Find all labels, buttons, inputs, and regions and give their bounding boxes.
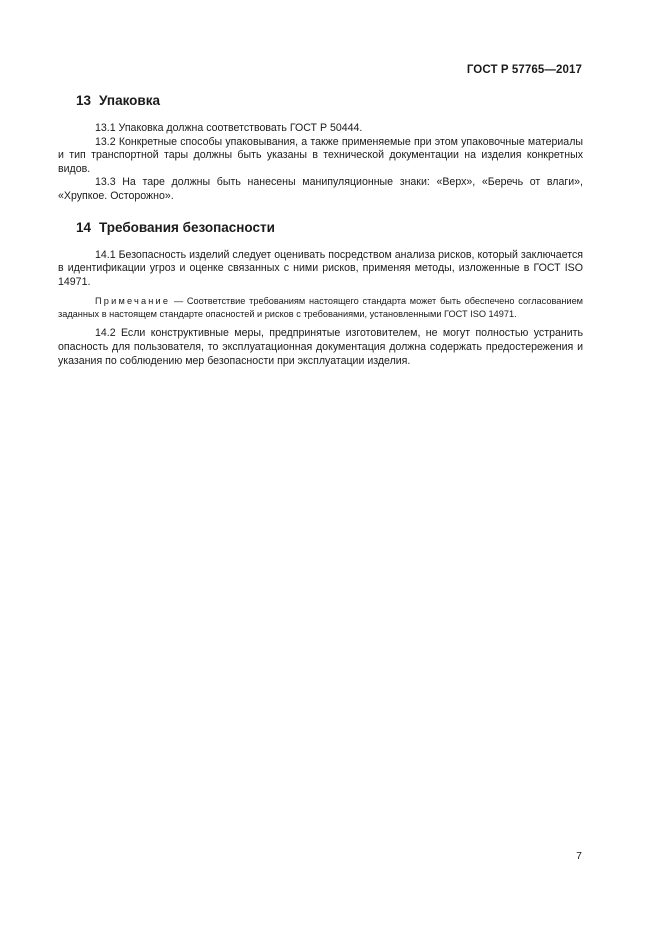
section-13-number: 13 xyxy=(76,93,92,108)
section-13-heading xyxy=(76,92,583,110)
section-13 xyxy=(58,92,583,204)
paragraph-13-1: 13.1 Упаковка должна соответствовать ГОСТ Р 50444. xyxy=(95,122,363,134)
note-label: Примечание xyxy=(95,296,171,307)
section-14-number: 14 xyxy=(76,219,92,235)
page-content xyxy=(58,92,583,368)
paragraph-14-2: 14.2 Если конструктивные меры, предпринятые изготовителем, не могут полностью устранить опасность для пользователя, то эксплуатационная документация должна содержать предостережения и указания по соблюдению мер безопасности при эксплуатации изделия. xyxy=(58,327,583,367)
paragraph-14-1: 14.1 Безопасность изделий следует оценивать посредством анализа рисков, который заключается в идентификации угроз и оценке связанных с ними рисков, применяя методы, изложенные в ГОСТ ISO 14971. xyxy=(58,248,583,288)
section-14-heading xyxy=(76,219,583,237)
paragraph-13-3: 13.3 На таре должны быть нанесены манипуляционные знаки: «Верх», «Беречь от влаги», «Хрупкое. Осторожно». xyxy=(58,176,583,202)
section-14-title: Требования безопасности xyxy=(99,219,275,235)
paragraph-13-2: 13.2 Конкретные способы упаковывания, а также применяемые при этом упаковочные материалы и тип транспортной тары должны быть указаны в технической документации на изделия конкретных видов. xyxy=(58,135,583,175)
note-text: — Соответствие требованиям настоящего стандарта может быть обеспечено согласованием заданных в настоящем стандарте опасностей и рисков с требованиями, установленными ГОСТ ISO 14971. xyxy=(58,296,583,320)
page-number: 7 xyxy=(576,850,582,862)
note xyxy=(58,295,583,321)
section-14 xyxy=(58,219,583,369)
section-13-title: Упаковка xyxy=(99,93,160,108)
document-code: ГОСТ Р 57765—2017 xyxy=(466,64,582,76)
